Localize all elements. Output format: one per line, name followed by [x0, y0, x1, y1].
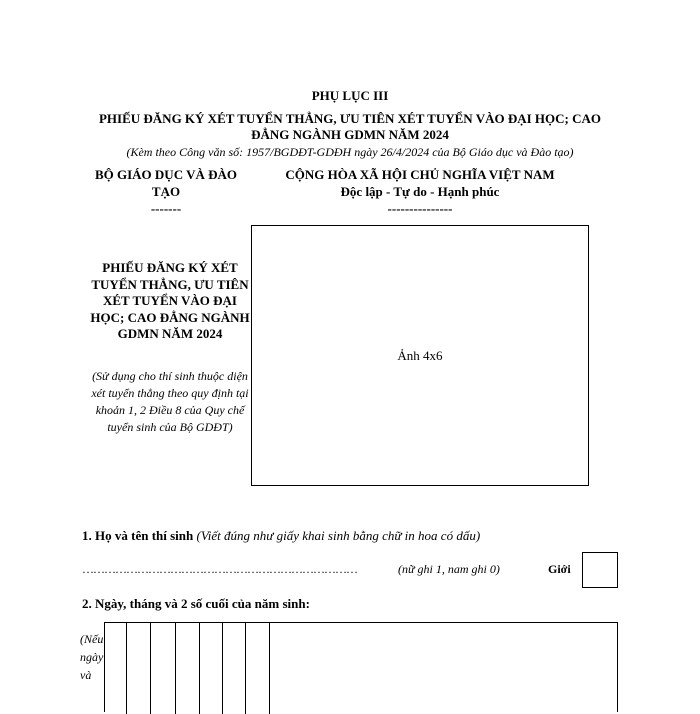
- document-title: PHIẾU ĐĂNG KÝ XÉT TUYỂN THẲNG, ƯU TIÊN XÉT TUYỂN VÀO ĐẠI HỌC; CAO ĐẲNG NGÀNH GDMN NĂM 2024: [98, 111, 602, 142]
- section-1-label: 1. Họ và tên thí sinh: [82, 528, 194, 543]
- section-2-label: 2. Ngày, tháng và 2 số cuối của năm sinh:: [82, 596, 310, 611]
- gender-box[interactable]: [582, 552, 618, 588]
- republic-name: CỘNG HÒA XÃ HỘI CHỦ NGHĨA VIỆT NAM: [285, 167, 555, 182]
- gender-note: (nữ ghi 1, nam ghi 0): [398, 562, 500, 576]
- name-field-dots[interactable]: …………………………………………………………………: [82, 562, 357, 576]
- usage-note: (Sử dụng cho thí sinh thuộc diện xét tuyển thẳng theo quy định tại khoản 1, 2 Điều 8 của Quy chế tuyển sinh của Bộ GDĐT): [91, 369, 249, 434]
- section-1-hint: (Viết đúng như giấy khai sinh bằng chữ in hoa có dấu): [196, 528, 481, 543]
- appendix-heading: PHỤ LỤC III: [311, 88, 389, 103]
- birthdate-grid: [104, 622, 618, 712]
- photo-box[interactable]: [251, 225, 589, 486]
- birthdate-note: (Nếu ngày và: [80, 632, 104, 682]
- photo-label: Ảnh 4x6: [397, 347, 443, 363]
- ministry-separator: -------: [150, 201, 182, 216]
- section-1-heading: [82, 528, 642, 544]
- ministry-name: BỘ GIÁO DỤC VÀ ĐÀO TẠO: [94, 167, 238, 199]
- gender-label: Giới: [548, 562, 571, 576]
- republic-block: [260, 166, 580, 217]
- ministry-block: [80, 166, 252, 217]
- motto: Độc lập - Tự do - Hạnh phúc: [340, 184, 500, 199]
- republic-separator: ---------------: [387, 201, 453, 216]
- form-title: PHIẾU ĐĂNG KÝ XÉT TUYỂN THẲNG, ƯU TIÊN XÉT TUYỂN VÀO ĐẠI HỌC; CAO ĐẲNG NGÀNH GDMN NĂM 2024: [90, 260, 250, 341]
- reference-note: (Kèm theo Công văn số: 1957/BGDĐT-GDĐH ngày 26/4/2024 của Bộ Giáo dục và Đào tạo): [126, 145, 574, 159]
